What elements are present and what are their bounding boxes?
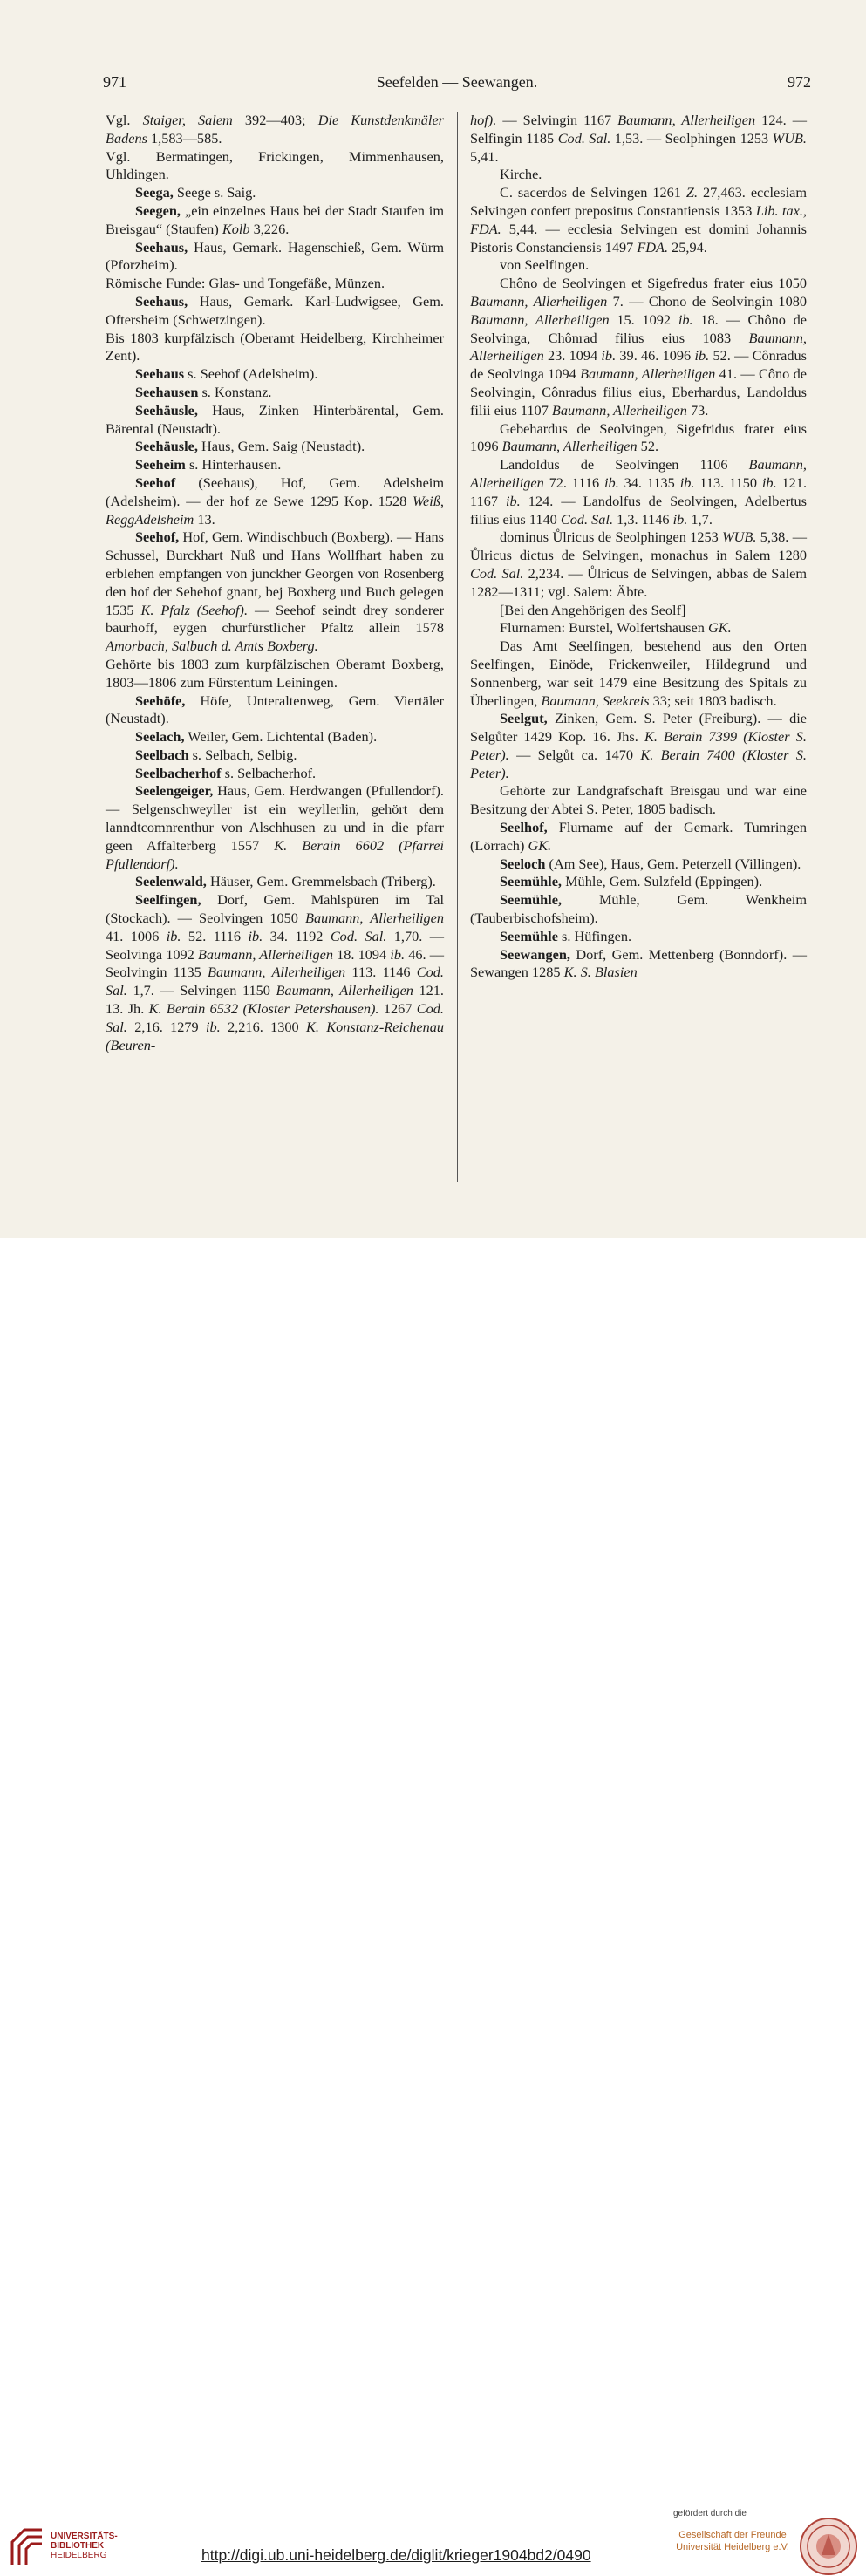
text-run: Dorf, Gem. Mahlspüren im Tal (Stockach). — Seolvingen 1050 [106, 891, 444, 927]
text-run: 3,226. [249, 220, 290, 237]
citation: WUB. [722, 528, 757, 546]
footer [0, 1238, 866, 2564]
citation: Cod. Sal. [106, 1000, 444, 1035]
text-run: Höfe, Unteraltenweg, Gem. Viertäler (Neustadt). [106, 692, 444, 727]
text-run: — Seehof seindt drey sonderer baurhoff, eygen churfürstlicher Pfaltz allein 1578 [106, 601, 444, 637]
text-run: Seege s. Saig. [173, 184, 256, 201]
text-run: Gehörte zur Landgrafschaft Breisgau und war eine Besitzung der Abtei S. Peter, 1805 badisch. [470, 782, 807, 818]
university-seal-icon [799, 2517, 858, 2576]
paragraph [470, 166, 807, 184]
text-run: 124. — Selfingin 1185 [470, 112, 808, 147]
citation: K. Berain 6532 (Kloster Petershausen). [148, 1000, 379, 1018]
paragraph [470, 710, 807, 782]
text-run: 7. — Chono de Seolvingin 1080 [607, 292, 807, 310]
citation: Baumann, Seekreis [541, 692, 650, 709]
paragraph [106, 402, 444, 439]
entry-headword: Seelbacherhof [135, 764, 222, 781]
citation: Cod. Sal. [560, 510, 614, 528]
text-run: Flurnamen: Burstel, Wolfertshausen [500, 619, 708, 637]
text-run: 5,41. [470, 147, 499, 165]
citation: Z. [685, 184, 699, 201]
entry-headword: Seehausen [135, 383, 199, 400]
paragraph [470, 855, 807, 874]
text-run: 2,216. 1300 [220, 1018, 306, 1035]
entry-headword: Seehof, [135, 528, 180, 546]
paragraph [470, 456, 807, 528]
text-run: Häuser, Gem. Gremmelsbach (Triberg). [206, 873, 436, 890]
text-run: 121. 1167 [470, 474, 808, 509]
citation: WUB. [772, 129, 808, 147]
paragraph [106, 891, 444, 1054]
text-run: 113. 1146 [345, 964, 417, 981]
text-run: dominus Ůlricus de Seolphingen 1253 [500, 528, 723, 546]
paragraph [106, 692, 444, 729]
text-run: 124. — Landolfus de Seolvingen, Adelbertus filius eius 1140 [470, 492, 807, 528]
paragraph [106, 275, 444, 293]
paragraph [106, 474, 444, 528]
entry-headword: Seeloch [500, 855, 546, 872]
paragraph [470, 528, 807, 601]
text-run: s. Selbacherhof. [221, 764, 317, 781]
citation: ib. [604, 474, 619, 491]
citation: Die Kunstdenkmäler Badens [106, 112, 445, 147]
entry-headword: Seelengeiger, [135, 782, 214, 800]
text-run: 52. — Cônradus de Seolvinga 1094 [470, 347, 808, 383]
entry-headword: Seelenwald, [135, 873, 207, 890]
citation: Staiger, Salem [142, 112, 233, 128]
paragraph [470, 112, 807, 166]
paragraph [470, 891, 807, 928]
citation: Weiß, ReggAdelsheim [106, 492, 444, 528]
text-run: Haus, Gem. Herdwangen (Pfullendorf). — Selgenschweyller ist ein weyllerlin, gehört dem lanndtcomnrenthur von Alschhusen zu und in die pfarr geen Affalterberg 1557 [106, 782, 444, 854]
text-run: Hof, Gem. Windischbuch (Boxberg). — Hans Schussel, Burckhart Nuß und Hans Wollfhart haben zu erblehen empfangen von junckher Georgen von Rosenberg den hof der Sehehof gnant, bej Boxberg und Buch gelegen 1535 [106, 528, 444, 618]
entry-headword: Seehaus, [135, 238, 188, 256]
text-run: 1,7. [687, 510, 713, 528]
text-run: 5,44. — ecclesia Selvingen est domini Johannis Pistoris Constanciensis 1497 [470, 220, 807, 256]
text-run: 1,583—585. [147, 129, 222, 147]
paragraph [470, 619, 807, 637]
running-title: Seefelden — Seewangen. [376, 73, 538, 91]
text-run: 121. 13. Jh. [106, 982, 444, 1018]
citation: Baumann, Allerheiligen [470, 292, 608, 310]
entry-headword: Seehäusle, [135, 438, 198, 455]
citation: ib. [390, 945, 406, 963]
paragraph [106, 384, 444, 402]
citation: Baumann, Allerheiligen [580, 365, 716, 383]
paragraph [470, 637, 807, 710]
society-line-1: Gesellschaft der Freunde [678, 2530, 787, 2540]
citation: ib. [506, 492, 521, 509]
text-run: Flurname auf der Gemark. Tumringen (Lörrach) [470, 819, 807, 854]
entry-headword: Seemühle, [500, 891, 562, 909]
text-run: Kirche. [500, 166, 542, 183]
text-run: Dorf, Gem. Mettenberg (Bonndorf). — Sewangen 1285 [470, 945, 807, 981]
paragraph [470, 256, 807, 275]
citation: ib. [678, 310, 693, 328]
entry-headword: Seehaus [135, 365, 185, 383]
citation: Cod. Sal. [106, 964, 444, 999]
citation: K. Konstanz-Reichenau (Beuren- [106, 1018, 445, 1053]
citation: Cod. Sal. [557, 129, 611, 147]
text-run: — Selvingin 1167 [496, 112, 618, 128]
text-run: Haus, Gemark. Karl-Ludwigsee, Gem. Oftersheim (Schwetzingen). [106, 292, 444, 328]
citation: Baumann, Allerheiligen [470, 329, 807, 365]
text-run: 52. [637, 438, 659, 455]
citation: Lib. tax., FDA. [470, 201, 807, 237]
citation: Baumann, Allerheiligen [470, 456, 807, 491]
text-run: 34. 1192 [263, 927, 331, 944]
text-run: s. Seehof (Adelsheim). [184, 365, 318, 383]
text-run: (Seehaus), Hof, Gem. Adelsheim (Adelsheim). — der hof ze Sewe 1295 Kop. 1528 [106, 474, 444, 509]
text-run: 18. — Chôno de Seolvinga, Chônrad filius eius 1083 [470, 310, 807, 346]
text-run: 13. [194, 510, 215, 528]
text-run: 27,463. ecclesiam Selvingen confert prepositus Constantiensis 1353 [470, 184, 807, 219]
text-run: Gehörte bis 1803 zum kurpfälzischen Oberamt Boxberg, 1803—1806 zum Fürstentum Leiningen. [106, 655, 444, 691]
citation: ib. [761, 474, 777, 491]
text-run: (Am See), Haus, Gem. Peterzell (Villingen). [545, 855, 801, 872]
paragraph [106, 873, 444, 891]
society-line-2: Universität Heidelberg e.V. [676, 2542, 789, 2552]
entry-headword: Seegen, [135, 201, 181, 219]
citation: Amorbach, Salbuch d. Amts Boxberg. [106, 637, 318, 655]
text-run: Das Amt Seelfingen, bestehend aus den Orten Seelfingen, Einöde, Frickenweiler, Hildegrund und Sonnenberg, war seit 1479 eine Besitzung des Spitals zu Überlingen, [470, 637, 807, 709]
paragraph [106, 330, 444, 366]
entry-headword: Seeheim [135, 456, 186, 474]
paragraph [106, 438, 444, 456]
text-run: 33; seit 1803 badisch. [649, 692, 777, 709]
text-run: Weiler, Gem. Lichtental (Baden). [184, 728, 378, 746]
citation: Baumann, Allerheiligen [305, 910, 444, 927]
text-run: 2,234. — Ůlricus de Selvingen, abbas de Salem 1282—1311; vgl. Salem: Äbte. [470, 564, 807, 600]
citation: ib. [672, 510, 688, 528]
entry-headword: Seelfingen, [135, 891, 201, 909]
citation: GK. [528, 836, 552, 854]
left-column [106, 112, 444, 1054]
text-run: Zinken, Gem. S. Peter (Freiburg). — die Selgůter 1429 Kop. 16. Jhs. [470, 710, 807, 746]
right-column [470, 112, 807, 982]
citation: Baumann, Allerheiligen [551, 401, 687, 419]
paragraph [106, 782, 444, 873]
page-number-right: 972 [788, 73, 811, 91]
paragraph [470, 782, 807, 819]
entry-headword: Seelach, [135, 728, 185, 746]
citation: Baumann, Allerheiligen [470, 310, 610, 328]
text-run: Gebehardus de Seolvingen, Sigefridus frater eius 1096 [470, 419, 807, 455]
entry-headword: Seelgut, [500, 710, 548, 727]
text-run: 25,94. [668, 238, 707, 256]
text-run: Haus, Zinken Hinterbärental, Gem. Bärental (Neustadt). [106, 401, 444, 437]
text-run: 1,7. — Selvingen 1150 [126, 982, 276, 999]
text-run: 15. 1092 [609, 310, 678, 328]
paragraph [106, 293, 444, 330]
paragraph [470, 873, 807, 891]
entry-headword: Seemühle [500, 927, 558, 944]
text-run: 1267 [378, 1000, 417, 1018]
paragraph [470, 184, 807, 256]
text-run: 52. 1116 [181, 927, 249, 944]
entry-headword: Seehöfe, [135, 692, 186, 709]
citation: K. Berain 7399 (Kloster S. Peter). [470, 728, 807, 763]
text-run: Mühle, Gem. Wenkheim (Tauberbischofsheim). [470, 891, 807, 927]
entry-headword: Seehof [135, 474, 176, 491]
text-run: s. Hinterhausen. [185, 456, 282, 474]
citation: Cod. Sal. [470, 564, 524, 582]
text-run: 1,3. 1146 [613, 510, 673, 528]
text-run: 39. 46. 1096 [616, 347, 695, 365]
text-run: [Bei den Angehörigen des Seolf] [500, 601, 686, 618]
citation: Baumann, Allerheiligen [197, 945, 333, 963]
text-run: 72. 1116 [543, 474, 605, 491]
text-run: 18. 1094 [333, 945, 391, 963]
text-run: 2,16. 1279 [126, 1018, 206, 1035]
permalink-url[interactable]: http://digi.ub.uni-heidelberg.de/diglit/krieger1904bd2/0490 [201, 2546, 591, 2564]
paragraph [470, 275, 807, 419]
paragraph [106, 112, 444, 148]
text-run: 392—403; [232, 112, 318, 128]
entry-headword: Seehaus, [135, 292, 188, 310]
entry-headword: Seega, [135, 184, 174, 201]
citation: FDA. [637, 238, 669, 256]
paragraph [106, 365, 444, 384]
text-run: Vgl. Bermatingen, Frickingen, Mimmenhausen, Uhldingen. [106, 147, 444, 183]
funded-by-label: gefördert durch die [673, 2509, 747, 2518]
citation: Kolb [222, 220, 250, 237]
paragraph [106, 148, 444, 185]
university-line-1: UNIVERSITÄTS- [51, 2532, 118, 2541]
text-run: 41. — Côno de Seolvingin, Cônradus filius eius, Eberhardus, Landoldus filii eius 1107 [470, 365, 807, 419]
citation: Cod. Sal. [330, 927, 387, 944]
paragraph [470, 946, 807, 983]
column-divider [457, 112, 458, 1182]
citation: ib. [694, 347, 710, 365]
citation: hof). [470, 112, 497, 128]
entry-headword: Seelbach [135, 746, 189, 763]
citation: Baumann, Allerheiligen [617, 112, 756, 128]
paragraph [106, 765, 444, 783]
text-run: — Selgůt ca. 1470 [508, 746, 641, 763]
paragraph [470, 819, 807, 855]
society-name [675, 2529, 790, 2553]
citation: ib. [679, 474, 695, 491]
text-run: s. Hüfingen. [557, 927, 632, 944]
text-run: Haus, Gemark. Hagenschieß, Gem. Würm (Pforzheim). [106, 238, 444, 274]
citation: Baumann, Allerheiligen [208, 964, 346, 981]
text-run: 23. 1094 [543, 347, 602, 365]
paragraph [106, 656, 444, 692]
paragraph [106, 202, 444, 239]
text-run: 34. 1135 [618, 474, 680, 491]
text-run: 41. 1006 [106, 927, 167, 944]
paragraph [106, 728, 444, 746]
university-line-2: BIBLIOTHEK [51, 2541, 105, 2551]
citation: K. Berain 6602 (Pfarrei Pfullendorf). [106, 836, 444, 872]
text-run: 5,38. — Ůlricus dictus de Selvingen, monachus in Salem 1280 [470, 528, 807, 564]
paragraph [106, 184, 444, 202]
text-run: Bis 1803 kurpfälzisch (Oberamt Heidelberg, Kirchheimer Zent). [106, 329, 444, 365]
text-run: s. Konstanz. [198, 383, 272, 400]
citation: K. Berain 7400 (Kloster S. Peter). [470, 746, 807, 781]
citation: ib. [206, 1018, 221, 1035]
text-run: Chôno de Seolvingen et Sigefredus frater eius 1050 [500, 275, 807, 292]
text-run: Landoldus de Seolvingen 1106 [500, 456, 749, 474]
citation: ib. [248, 927, 263, 944]
text-run: C. sacerdos de Selvingen 1261 [500, 184, 686, 201]
entry-headword: Seemühle, [500, 873, 562, 890]
university-library-name [51, 2532, 118, 2560]
text-run: 1,53. — Seolphingen 1253 [610, 129, 773, 147]
paragraph [470, 602, 807, 620]
citation: Baumann, Allerheiligen [501, 438, 638, 455]
paragraph [470, 420, 807, 457]
text-run: von Seelfingen. [500, 256, 590, 274]
text-run: 1,70. — Seolvinga 1092 [106, 927, 445, 963]
page-header [103, 73, 811, 96]
university-library-logo-icon [9, 2526, 45, 2566]
entry-headword: Seelhof, [500, 819, 548, 836]
citation: ib. [601, 347, 617, 365]
citation: K. Pfalz (Seehof). [140, 601, 249, 618]
text-run: Mühle, Gem. Sulzfeld (Eppingen). [562, 873, 763, 890]
paragraph [106, 528, 444, 656]
entry-headword: Seehäusle, [135, 401, 198, 419]
paragraph [106, 746, 444, 765]
scanned-page [0, 0, 866, 1238]
page-number-left: 971 [103, 73, 126, 91]
text-run: Römische Funde: Glas- und Tongefäße, Münzen. [106, 275, 385, 292]
paragraph [106, 456, 444, 474]
paragraph [470, 928, 807, 946]
text-run: 46. — Seolvingin 1135 [106, 945, 445, 981]
entry-headword: Seewangen, [500, 945, 570, 963]
text-run: Vgl. [106, 112, 143, 128]
citation: GK. [707, 619, 732, 637]
text-run: „ein einzelnes Haus bei der Stadt Staufen im Breisgau“ (Staufen) [106, 201, 444, 237]
citation: Baumann, Allerheiligen [276, 982, 413, 999]
university-line-3: HEIDELBERG [51, 2551, 107, 2560]
citation: ib. [166, 927, 181, 944]
text-run: Haus, Gem. Saig (Neustadt). [197, 438, 365, 455]
text-run: s. Selbach, Selbig. [188, 746, 297, 763]
citation: K. S. Blasien [563, 964, 638, 981]
text-run: 73. [686, 401, 709, 419]
text-run: 113. 1150 [694, 474, 762, 491]
paragraph [106, 239, 444, 276]
